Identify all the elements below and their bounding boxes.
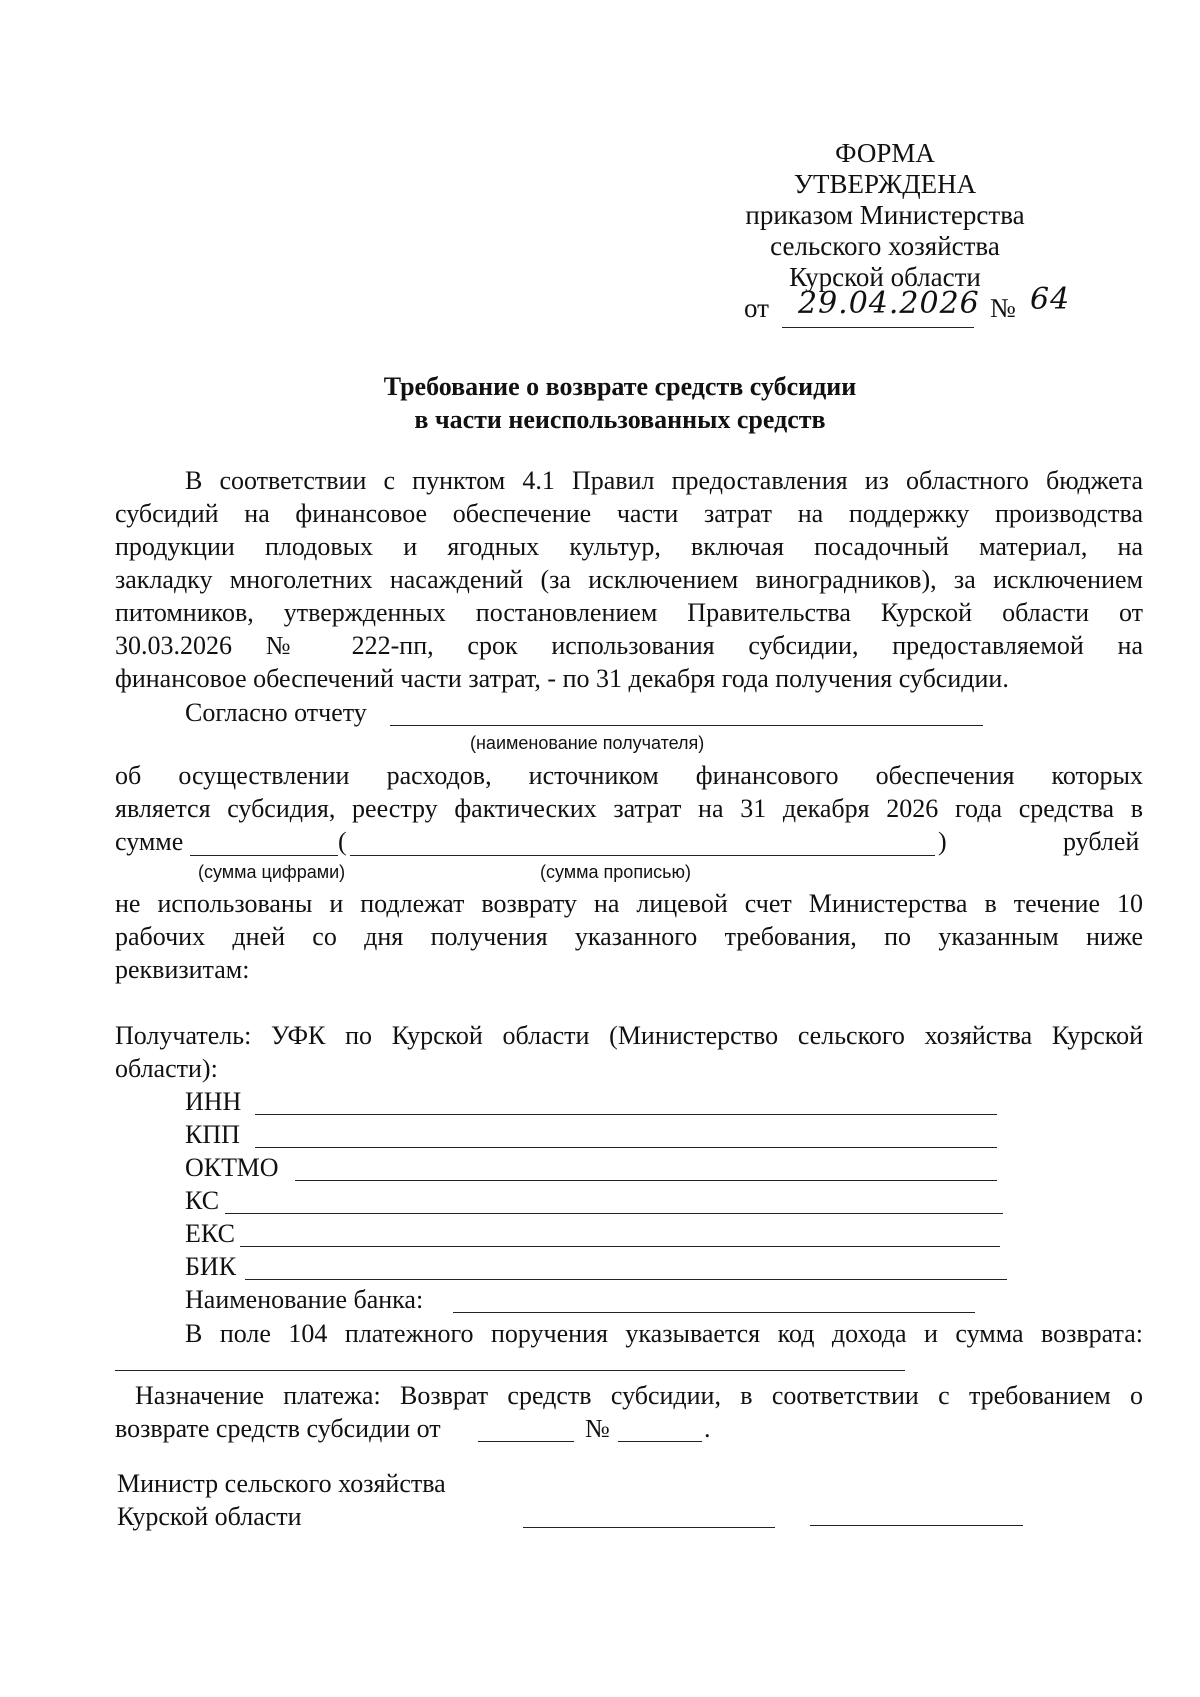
signature-name-field[interactable] (810, 1525, 1023, 1526)
kpp-field[interactable] (255, 1147, 997, 1148)
approval-block (690, 138, 1080, 293)
inn-label: ИНН (185, 1087, 242, 1116)
para1-line-3: продукции плодовых и ягодных культур, включая посадочный материал, на (115, 532, 1143, 561)
signature-title-line-1: Министр сельского хозяйства (117, 1469, 446, 1498)
approval-date-handwritten: 29.04.2026 (798, 286, 980, 321)
title-line-2: в части неиспользованных средств (414, 405, 826, 434)
approval-approved-label: УТВЕРЖДЕНА (793, 169, 977, 199)
oktmo-field[interactable] (295, 1180, 997, 1181)
approval-number-handwritten: 64 (1030, 282, 1071, 317)
report-line-4: рабочих дней со дня получения указанного требования, по указанным ниже (115, 922, 1143, 951)
rub-label: рублей (1063, 827, 1140, 856)
kpp-label: КПП (185, 1120, 240, 1149)
inn-field[interactable] (255, 1114, 997, 1115)
para1-line-4: закладку многолетних насаждений (за исключением виноградников), за исключением (115, 565, 1143, 594)
signature-field[interactable] (523, 1527, 775, 1528)
purpose-date-field[interactable] (478, 1441, 574, 1442)
purpose-line-2-end: . (704, 1414, 711, 1443)
recipient-name-field[interactable] (390, 725, 983, 726)
document-title (200, 370, 1040, 436)
sum-words-field[interactable] (350, 855, 935, 856)
ks-label: КС (185, 1186, 220, 1215)
sum-paren-open: ( (338, 827, 347, 856)
report-line-5: реквизитам: (115, 955, 250, 984)
eks-field[interactable] (240, 1246, 1000, 1247)
purpose-line-2-prefix: возврате средств субсидии от (115, 1414, 441, 1443)
recipient-line-1: Получатель: УФК по Курской области (Министерство сельского хозяйства Курской (115, 1021, 1143, 1050)
recipient-name-hint: (наименование получателя) (470, 733, 705, 753)
approval-number-label: № (990, 293, 1016, 323)
field104-text: В поле 104 платежного поручения указывается код дохода и сумма возврата: (185, 1319, 1143, 1348)
purpose-number-field[interactable] (618, 1441, 702, 1442)
report-line-1: об осуществлении расходов, источником финансового обеспечения которых (115, 761, 1143, 790)
approval-ministry-line: сельского хозяйства (770, 231, 1000, 261)
para1-line-6: 30.03.2026 № 222-пп, срок использования субсидии, предоставляемой на (115, 631, 1143, 660)
ks-field[interactable] (225, 1213, 1003, 1214)
approval-date-underline (782, 327, 974, 328)
field104-value-line[interactable] (115, 1370, 905, 1371)
bank-field[interactable] (453, 1312, 975, 1313)
approval-region-line: Курской области (789, 262, 981, 292)
bank-label: Наименование банка: (185, 1285, 424, 1314)
para1-line-2: субсидий на финансовое обеспечение части затрат на поддержку производства (115, 499, 1143, 528)
sum-digits-hint: (сумма цифрами) (198, 862, 346, 882)
report-line-2: является субсидия, реестру фактических затрат на 31 декабря 2026 года средства в (115, 794, 1143, 823)
oktmo-label: ОКТМО (185, 1153, 279, 1182)
para1-line-7: финансовое обеспечений части затрат, - по 31 декабря года получения субсидии. (115, 664, 1009, 693)
sum-label: сумме (115, 827, 184, 856)
recipient-line-2: области): (115, 1054, 218, 1083)
bik-label: БИК (185, 1252, 237, 1281)
sum-words-hint: (сумма прописью) (540, 862, 691, 882)
title-line-1: Требование о возврате средств субсидии (383, 372, 857, 401)
para1-line-1: В соответствии с пунктом 4.1 Правил предоставления из областного бюджета (185, 466, 1143, 495)
report-label: Согласно отчету (185, 698, 367, 727)
purpose-line-1: Назначение платежа: Возврат средств субсидии, в соответствии с требованием о (135, 1381, 1143, 1410)
bik-field[interactable] (245, 1279, 1007, 1280)
para1-line-5: питомников, утвержденных постановлением Правительства Курской области от (115, 598, 1143, 627)
approval-from-label: от (744, 293, 769, 323)
signature-title-line-2: Курской области (117, 1502, 302, 1531)
eks-label: ЕКС (185, 1219, 235, 1248)
approval-form-label: ФОРМА (835, 138, 935, 168)
report-line-3: не использованы и подлежат возврату на лицевой счет Министерства в течение 10 (115, 889, 1143, 918)
purpose-number-label: № (585, 1414, 610, 1443)
sum-paren-close: ) (938, 827, 947, 856)
sum-digits-field[interactable] (190, 855, 338, 856)
approval-order-line: приказом Министерства (745, 200, 1025, 230)
